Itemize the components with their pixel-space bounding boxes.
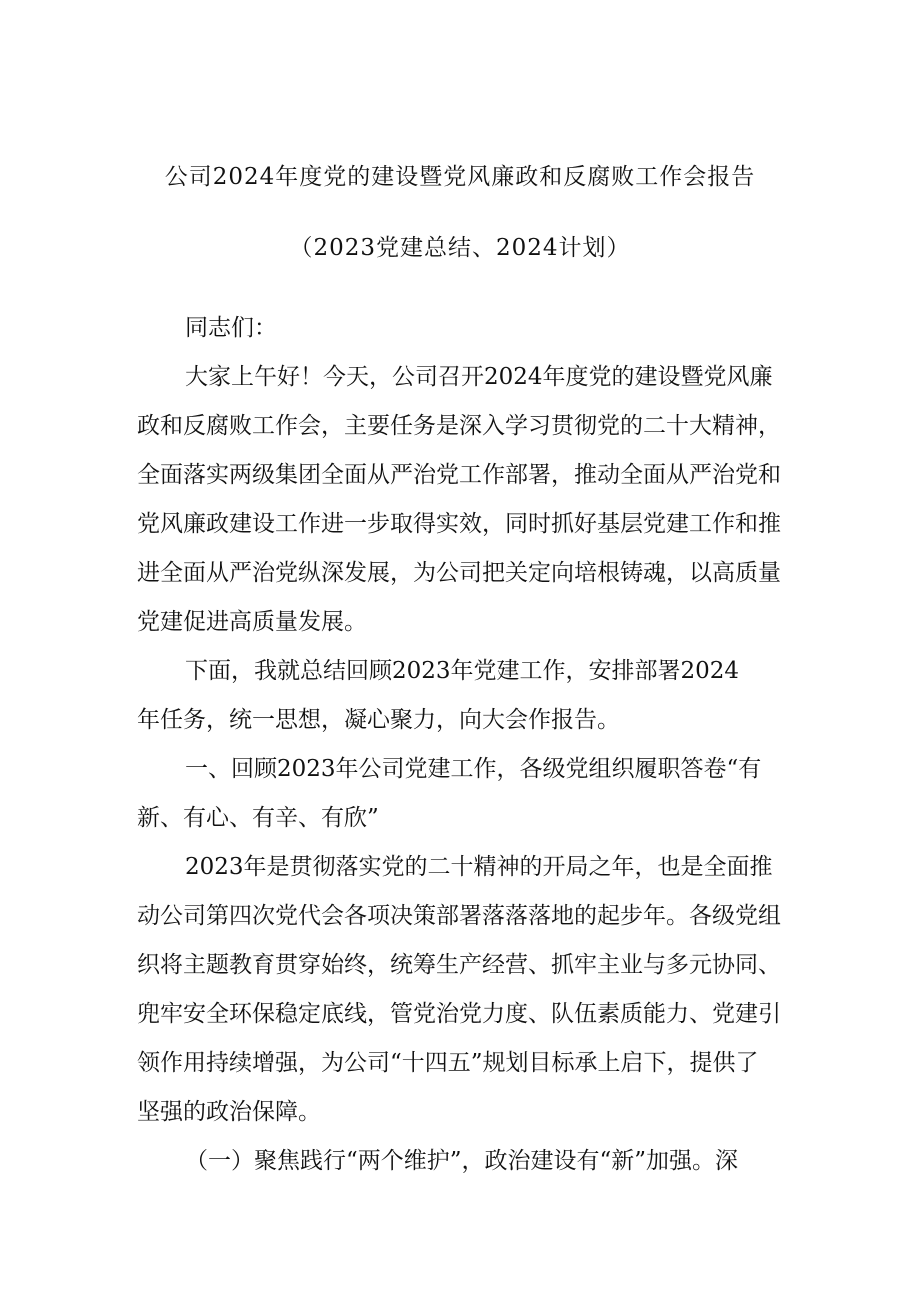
paragraph-line: 下面，我就总结回顾2023年党建工作，安排部署2024 xyxy=(185,658,740,684)
paragraph-line: 进全面从严治党纵深发展，为公司把关定向培根铸魂，以高质量 xyxy=(137,560,781,586)
paragraph-line: 政和反腐败工作会，主要任务是深入学习贯彻党的二十大精神， xyxy=(137,413,781,439)
paragraph-line: 全面落实两级集团全面从严治党工作部署，推动全面从严治党和 xyxy=(137,462,781,488)
paragraph-line: 大家上午好！今天，公司召开2024年度党的建设暨党风廉 xyxy=(185,364,773,390)
paragraph-line: 年任务，统一思想，凝心聚力，向大会作报告。 xyxy=(137,707,620,733)
section-heading-line: 一、回顾2023年公司党建工作，各级党组织履职答卷“有 xyxy=(185,756,762,782)
document-title: 公司2024年度党的建设暨党风廉政和反腐败工作会报告 xyxy=(164,164,756,190)
paragraph-line: 党建促进高质量发展。 xyxy=(137,609,367,635)
paragraph-line: 坚强的政治保障。 xyxy=(137,1099,321,1125)
paragraph-line: 动公司第四次党代会各项决策部署落落落地的起步年。各级党组 xyxy=(137,903,781,929)
paragraph-line: 党风廉政建设工作进一步取得实效，同时抓好基层党建工作和推 xyxy=(137,511,781,537)
document-subtitle: （2023党建总结、2024计划） xyxy=(289,235,631,261)
paragraph-line: 领作用持续增强，为公司“十四五”规划目标承上启下，提供了 xyxy=(137,1050,759,1076)
paragraph-line: 兜牢安全环保稳定底线，管党治党力度、队伍素质能力、党建引 xyxy=(137,1001,781,1027)
greeting: 同志们： xyxy=(185,315,277,341)
paragraph-line: 2023年是贯彻落实党的二十精神的开局之年，也是全面推 xyxy=(185,854,773,880)
subsection-heading-line: （一）聚焦践行“两个维护”，政治建设有“新”加强。深 xyxy=(185,1148,739,1174)
paragraph-line: 织将主题教育贯穿始终，统筹生产经营、抓牢主业与多元协同、 xyxy=(137,952,781,978)
section-heading-line: 新、有心、有辛、有欣” xyxy=(137,805,379,831)
